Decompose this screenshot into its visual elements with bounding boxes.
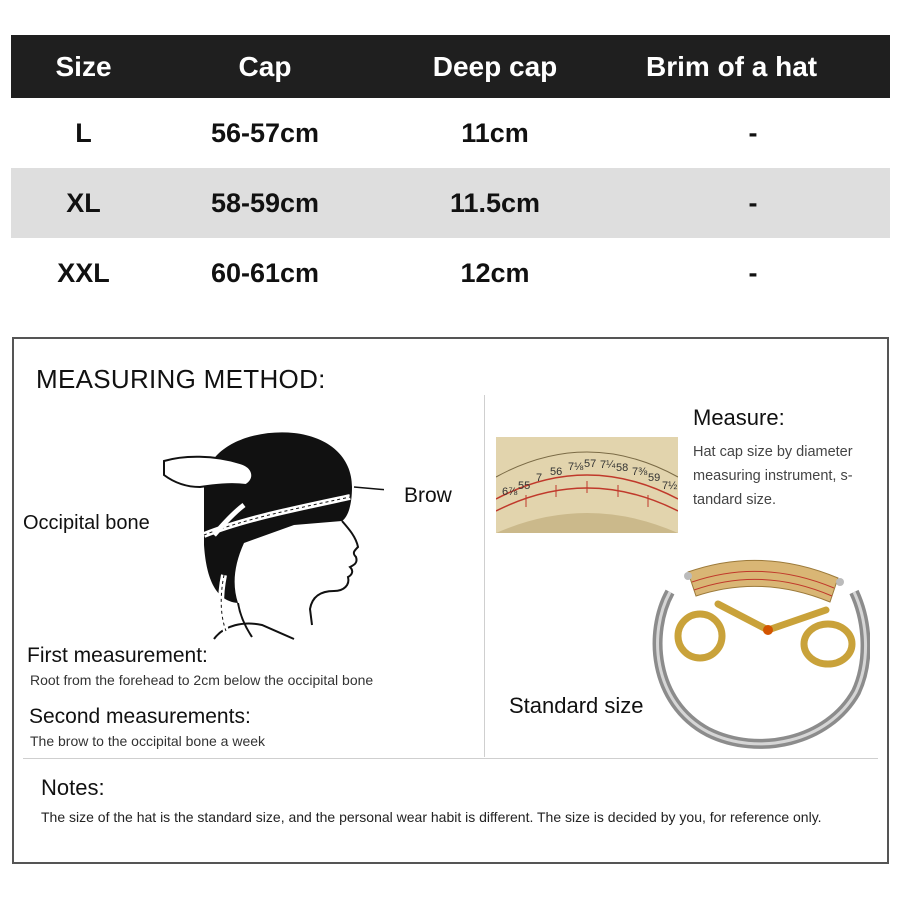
- ruler-number: 58: [616, 462, 629, 474]
- table-row: [11, 168, 890, 238]
- ruler-number: 59: [648, 472, 661, 484]
- size-table: [11, 35, 890, 308]
- ruler-number: 7: [536, 472, 543, 484]
- vertical-divider: [484, 395, 485, 757]
- first-measurement-desc: Root from the forehead to 2cm below the occipital bone: [30, 672, 374, 688]
- ruler-number: 7½: [662, 480, 678, 492]
- ruler-number: 7⅜: [632, 466, 648, 478]
- second-measurement-title: Second measurements:: [29, 705, 251, 728]
- ruler-scale-illustration: [496, 437, 678, 533]
- standard-size-label: Standard size: [509, 693, 644, 718]
- measure-description: Hat cap size by diameter measuring instrument, s- tandard size.: [693, 444, 853, 508]
- cell-brim: -: [748, 117, 758, 148]
- ruler-number: 57: [584, 458, 597, 470]
- cell-cap: 60-61cm: [210, 257, 320, 288]
- header-brim: Brim of a hat: [646, 50, 818, 82]
- ruler-number: 7⅛: [568, 461, 584, 473]
- cell-size: L: [75, 117, 92, 148]
- first-measurement-title: First measurement:: [27, 644, 208, 667]
- cell-deep-cap: 11cm: [461, 117, 529, 148]
- header-cap: Cap: [238, 50, 292, 82]
- cell-deep-cap: 12cm: [460, 257, 530, 288]
- ruler-number: 55: [518, 480, 531, 492]
- ruler-number: 6⅞: [502, 486, 518, 498]
- header-size: Size: [55, 50, 112, 82]
- cell-brim: -: [748, 257, 758, 288]
- cell-size: XL: [66, 187, 101, 218]
- occipital-bone-label: Occipital bone: [23, 512, 150, 534]
- ruler-number: 7¼: [600, 459, 616, 471]
- head-measurement-illustration: [144, 425, 384, 640]
- second-measurement-desc: The brow to the occipital bone a week: [30, 733, 266, 749]
- measuring-method-panel: [12, 337, 889, 864]
- table-row: [11, 238, 890, 308]
- cell-cap: 58-59cm: [210, 187, 320, 218]
- cell-size: XXL: [57, 257, 110, 288]
- cell-brim: -: [748, 187, 758, 218]
- ruler-number: 56: [550, 466, 563, 478]
- horizontal-divider: [23, 758, 878, 759]
- measuring-method-title: MEASURING METHOD:: [36, 364, 326, 394]
- measure-heading: Measure:: [693, 405, 785, 430]
- cell-cap: 56-57cm: [210, 117, 320, 148]
- notes-title: Notes:: [41, 775, 105, 800]
- header-deep-cap: Deep cap: [432, 50, 558, 82]
- table-header: [11, 35, 890, 98]
- measuring-instrument-illustration: [648, 552, 870, 752]
- cell-deep-cap: 11.5cm: [449, 187, 541, 218]
- table-row: [11, 98, 890, 168]
- brow-label: Brow: [404, 484, 452, 507]
- notes-text: The size of the hat is the standard size, and the personal wear habit is different. The size is decided by you, for reference only.: [41, 809, 822, 825]
